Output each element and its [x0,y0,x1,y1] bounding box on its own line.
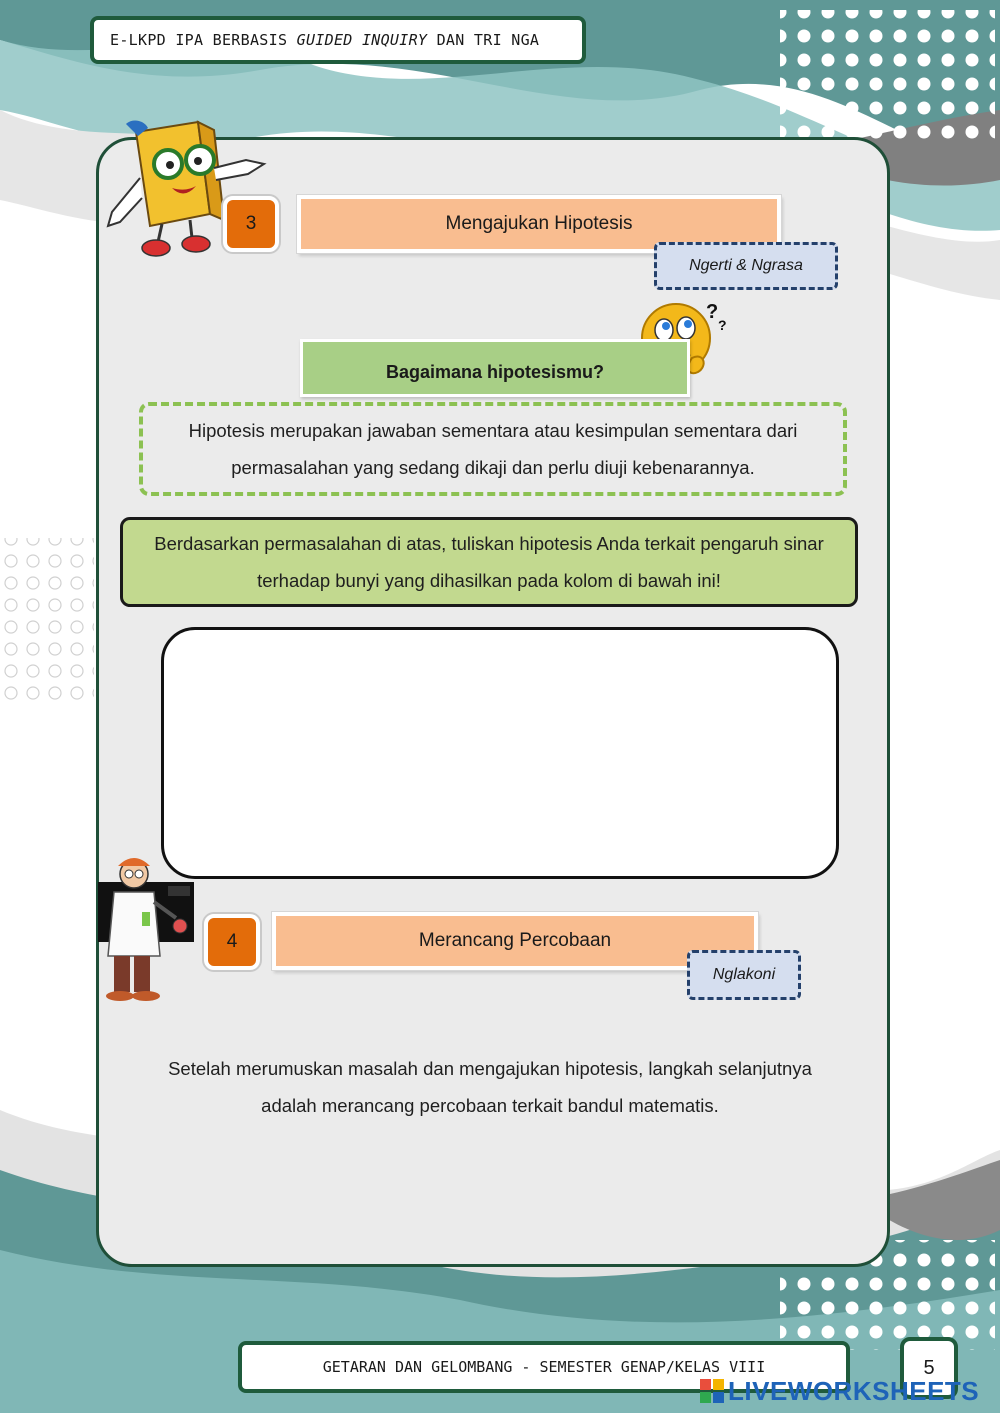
step-4-number-badge [204,914,260,970]
document-header [90,16,586,64]
step-4-description: Setelah merumuskan masalah dan mengajukan hipotesis, langkah selanjutnya adalah merancang percobaan terkait bandul matematis. [168,1058,812,1116]
page-number: 5 [923,1356,935,1379]
instruction-text: Berdasarkan permasalahan di atas, tuliskan hipotesis Anda terkait pengaruh sinar terhadap bunyi yang dihasilkan pada kolom di bawah ini! [154,533,824,591]
svg-text:?: ? [706,301,719,323]
header-title-part1: E-LKPD IPA BERBASIS [110,31,297,49]
step-3-tag [654,242,838,290]
step-3-number-badge [223,196,279,252]
hypothesis-question-banner [300,339,690,397]
hypothesis-definition-box [139,402,847,496]
step-4-number: 4 [226,931,238,952]
step-3-number: 3 [245,213,257,234]
liveworksheets-logo [700,1376,979,1406]
hypothesis-answer-field[interactable] [161,627,839,879]
step-4-tag [687,950,801,1000]
footer-text: GETARAN DAN GELOMBANG - SEMESTER GENAP/KELAS VIII [322,1358,766,1376]
header-title-italic: GUIDED INQUIRY [296,31,428,49]
instruction-box [120,517,858,607]
svg-text:?: ? [718,317,727,333]
header-title-part2: DAN TRI NGA [427,31,540,49]
liveworksheets-wordmark: LIVEWORKSHEETS [728,1376,980,1406]
hypothesis-question: Bagaimana hipotesismu? [385,361,605,382]
liveworksheets-logo-icon [700,1379,724,1403]
step-3-tag-label: Ngerti & Ngrasa [689,257,803,274]
step-3-title: Mengajukan Hipotesis [445,213,633,234]
scientist-illustration [98,852,198,1002]
step-4-tag-label: Nglakoni [712,966,776,983]
hypothesis-definition-text: Hipotesis merupakan jawaban sementara atau kesimpulan sementara dari permasalahan yang sedang dikaji dan perlu diuji kebenarannya. [188,420,798,478]
step-4-title: Merancang Percobaan [418,930,612,951]
step-4-title-bar [272,912,758,970]
